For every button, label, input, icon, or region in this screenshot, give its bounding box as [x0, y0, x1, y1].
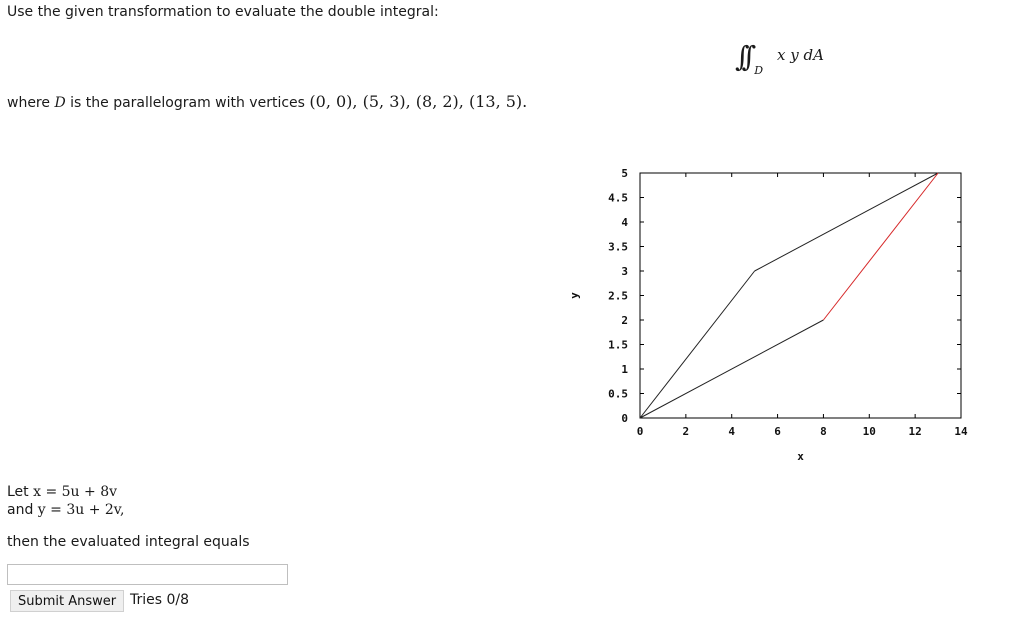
y-tick-label: 0.5 — [608, 387, 628, 401]
x-tick-label: 4 — [728, 425, 736, 438]
x-tick-label: 6 — [774, 425, 781, 438]
integral-symbol: ∫∫ — [735, 40, 749, 73]
x-axis-label: x — [797, 450, 804, 463]
region-plot — [560, 160, 990, 470]
integral-region: D — [754, 64, 764, 77]
x-tick-label: 2 — [682, 425, 690, 438]
double-integral — [735, 40, 824, 77]
y-tick-label: 1.5 — [608, 338, 628, 352]
answer-prompt: then the evaluated integral equals — [7, 534, 250, 550]
integrand: x y dA — [777, 46, 824, 64]
x-tick-label: 0 — [636, 425, 644, 438]
y-tick-label: 5 — [621, 167, 628, 180]
y-equation: y = 3u + 2v, — [37, 502, 125, 518]
y-tick-label: 2.5 — [608, 289, 628, 303]
x-tick-label: 14 — [954, 425, 968, 438]
tries-counter: Tries 0/8 — [130, 592, 190, 608]
y-axis-label: y — [568, 292, 581, 299]
y-ticks — [608, 167, 961, 425]
x-tick-label: 10 — [862, 425, 876, 438]
series-edge-8-2-to-13-5 — [823, 173, 938, 320]
series-edge-0-0-to-8-2 — [640, 320, 823, 418]
x-tick-label: 8 — [820, 425, 827, 438]
y-tick-label: 2 — [621, 314, 628, 327]
x-equation: x = 5u + 8v — [33, 484, 118, 500]
transformation-y — [7, 502, 125, 519]
problem-prompt: Use the given transformation to evaluate the double integral: — [7, 4, 439, 20]
transformation-x — [7, 484, 117, 501]
x-tick-label: 12 — [908, 425, 922, 438]
y-tick-label: 1 — [621, 363, 628, 376]
region-description — [7, 92, 527, 111]
vertices-list: (0, 0), (5, 3), (8, 2), (13, 5). — [309, 92, 528, 111]
answer-input[interactable] — [7, 564, 288, 585]
let-word: Let — [7, 484, 29, 500]
series-lines — [640, 173, 938, 418]
series-edge-0-0-to-5-3 — [640, 271, 755, 418]
y-tick-label: 4.5 — [608, 191, 628, 205]
region-symbol: D — [54, 95, 66, 111]
y-tick-label: 3 — [621, 265, 628, 278]
y-tick-label: 0 — [621, 412, 628, 425]
where-word: where — [7, 95, 50, 111]
plot-frame — [640, 173, 961, 418]
x-ticks — [637, 173, 968, 438]
series-edge-5-3-to-13-5 — [755, 173, 939, 271]
region-middle-text: is the parallelogram with vertices — [70, 95, 305, 111]
submit-answer-button[interactable]: Submit Answer — [10, 590, 124, 612]
y-tick-label: 3.5 — [608, 240, 628, 254]
y-tick-label: 4 — [621, 216, 628, 229]
and-word: and — [7, 502, 34, 518]
